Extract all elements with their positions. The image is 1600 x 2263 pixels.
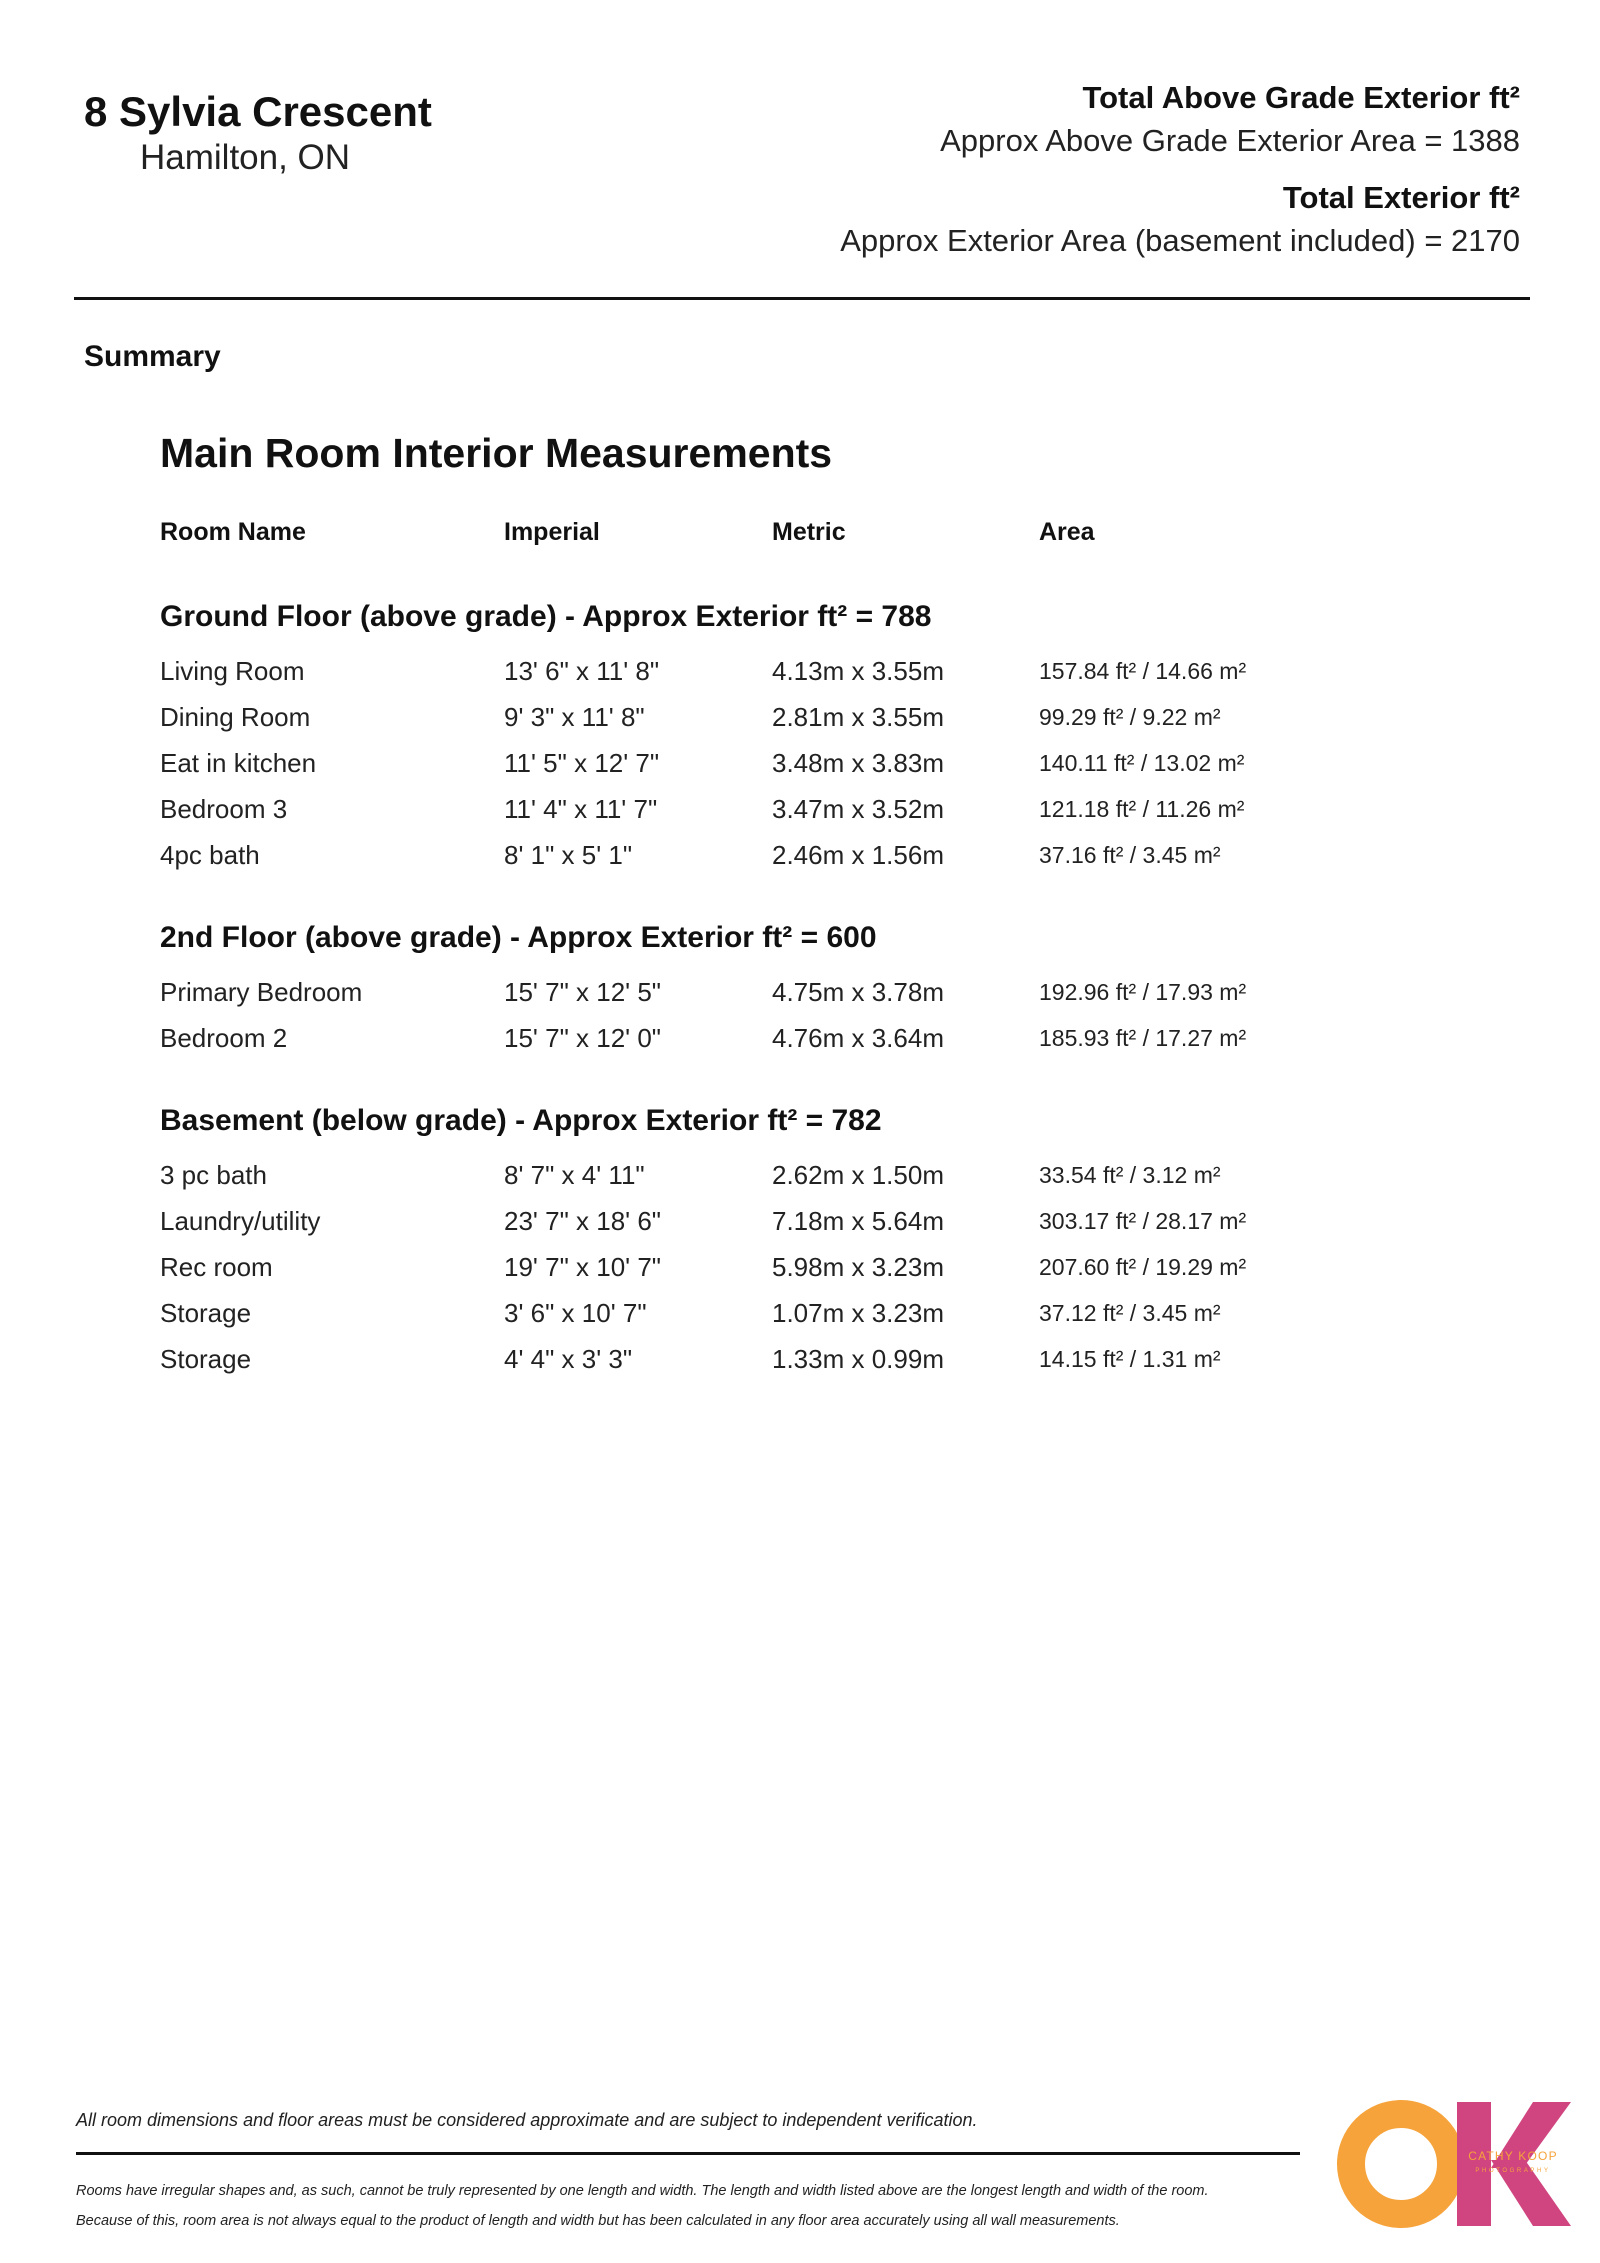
room-imperial: 11' 4" x 11' 7" — [504, 794, 658, 824]
floor-section-ground — [160, 599, 1247, 885]
table-row — [160, 976, 1247, 1022]
floor-title: 2nd Floor (above grade) - Approx Exterior ft² = 600 — [160, 921, 877, 954]
column-header-room-name: Room Name — [160, 518, 306, 546]
room-name: Bedroom 3 — [160, 794, 288, 824]
room-name: Rec room — [160, 1252, 273, 1282]
column-header-metric: Metric — [772, 518, 846, 546]
room-imperial: 4' 4" x 3' 3" — [504, 1344, 633, 1374]
column-header-imperial: Imperial — [504, 518, 600, 546]
room-imperial: 13' 6" x 11' 8" — [504, 656, 660, 686]
logo-letter-o — [1351, 2114, 1451, 2214]
room-name: Eat in kitchen — [160, 748, 317, 778]
room-imperial: 8' 1" x 5' 1" — [504, 840, 633, 870]
room-imperial: 15' 7" x 12' 5" — [504, 977, 662, 1007]
room-name: Laundry/utility — [160, 1206, 321, 1236]
room-imperial: 19' 7" x 10' 7" — [504, 1252, 662, 1282]
room-imperial: 23' 7" x 18' 6" — [504, 1206, 662, 1236]
disclaimer-line: Because of this, room area is not always equal to the product of length and width but has been calculated in any floor area accurately using all wall measurements. — [76, 2213, 1120, 2229]
logo-graphic — [1335, 2098, 1571, 2230]
footer-divider — [76, 2152, 1300, 2155]
room-metric: 2.46m x 1.56m — [772, 840, 944, 870]
table-row — [160, 1251, 1247, 1297]
room-area: 207.60 ft² / 19.29 m² — [1039, 1254, 1247, 1280]
room-area: 37.16 ft² / 3.45 m² — [1039, 842, 1221, 868]
table-row — [160, 701, 1221, 747]
room-metric: 4.76m x 3.64m — [772, 1023, 944, 1053]
floor-section-second — [160, 920, 1247, 1068]
disclaimer-line: Rooms have irregular shapes and, as such, cannot be truly represented by one length and width. The length and width listed above are the longest length and width of the room. — [76, 2183, 1209, 2199]
room-metric: 2.62m x 1.50m — [772, 1160, 944, 1190]
room-area: 37.12 ft² / 3.45 m² — [1039, 1300, 1221, 1326]
column-header-area: Area — [1039, 518, 1095, 546]
total-exterior-value: Approx Exterior Area (basement included) = 2170 — [840, 223, 1520, 258]
room-name: Storage — [160, 1344, 252, 1374]
logo-letter-k-stem — [1457, 2102, 1491, 2226]
room-imperial: 9' 3" x 11' 8" — [504, 702, 645, 732]
room-imperial: 11' 5" x 12' 7" — [504, 748, 660, 778]
room-metric: 2.81m x 3.55m — [772, 702, 944, 732]
table-row — [160, 1343, 1221, 1389]
room-metric: 1.33m x 0.99m — [772, 1344, 944, 1374]
property-address: 8 Sylvia Crescent — [84, 88, 432, 135]
floor-section-basement — [160, 1103, 1247, 1389]
room-metric: 7.18m x 5.64m — [772, 1206, 944, 1236]
above-grade-value: Approx Above Grade Exterior Area = 1388 — [940, 123, 1520, 158]
table-row — [160, 1022, 1247, 1068]
room-area: 121.18 ft² / 11.26 m² — [1039, 796, 1245, 822]
table-row — [160, 655, 1247, 701]
room-metric: 3.48m x 3.83m — [772, 748, 944, 778]
header-divider — [74, 297, 1530, 300]
total-exterior-label: Total Exterior ft² — [1282, 180, 1520, 215]
room-name: Dining Room — [160, 702, 311, 732]
room-imperial: 3' 6" x 10' 7" — [504, 1298, 647, 1328]
above-grade-label: Total Above Grade Exterior ft² — [1082, 80, 1520, 115]
room-area: 140.11 ft² / 13.02 m² — [1039, 750, 1245, 776]
logo-text-name: CATHY KOOP — [1468, 2149, 1558, 2163]
room-name: Bedroom 2 — [160, 1023, 288, 1053]
room-metric: 4.75m x 3.78m — [772, 977, 944, 1007]
table-row — [160, 1205, 1247, 1251]
floor-title: Basement (below grade) - Approx Exterior ft² = 782 — [160, 1104, 882, 1137]
cathy-koop-logo — [1335, 2098, 1571, 2230]
room-area: 14.15 ft² / 1.31 m² — [1039, 1346, 1221, 1372]
floor-title: Ground Floor (above grade) - Approx Exterior ft² = 788 — [160, 600, 932, 633]
room-name: 3 pc bath — [160, 1160, 267, 1190]
section-title: Main Room Interior Measurements — [160, 430, 833, 476]
room-name: Primary Bedroom — [160, 977, 363, 1007]
room-name: Living Room — [160, 656, 305, 686]
disclaimer-details — [76, 2176, 1306, 2236]
room-metric: 5.98m x 3.23m — [772, 1252, 944, 1282]
property-city: Hamilton, ON — [140, 138, 351, 177]
room-area: 99.29 ft² / 9.22 m² — [1039, 704, 1221, 730]
document-header — [0, 0, 1600, 300]
totals-block — [840, 78, 1520, 264]
table-row — [160, 793, 1245, 839]
table-row — [160, 839, 1221, 885]
summary-heading: Summary — [84, 340, 221, 373]
table-row — [160, 747, 1245, 793]
room-name: Storage — [160, 1298, 252, 1328]
disclaimer-main: All room dimensions and floor areas must be considered approximate and are subject to independent verification. — [76, 2110, 978, 2130]
room-area: 192.96 ft² / 17.93 m² — [1039, 979, 1247, 1005]
room-metric: 4.13m x 3.55m — [772, 656, 944, 686]
room-area: 185.93 ft² / 17.27 m² — [1039, 1025, 1247, 1051]
room-imperial: 15' 7" x 12' 0" — [504, 1023, 662, 1053]
room-imperial: 8' 7" x 4' 11" — [504, 1160, 645, 1190]
room-metric: 1.07m x 3.23m — [772, 1298, 944, 1328]
room-area: 157.84 ft² / 14.66 m² — [1039, 658, 1247, 684]
table-row — [160, 1297, 1221, 1343]
logo-text-photography: PHOTOGRAPHY — [1475, 2168, 1551, 2174]
room-area: 303.17 ft² / 28.17 m² — [1039, 1208, 1247, 1234]
table-row — [160, 1159, 1221, 1205]
room-metric: 3.47m x 3.52m — [772, 794, 944, 824]
room-name: 4pc bath — [160, 840, 260, 870]
room-area: 33.54 ft² / 3.12 m² — [1039, 1162, 1221, 1188]
